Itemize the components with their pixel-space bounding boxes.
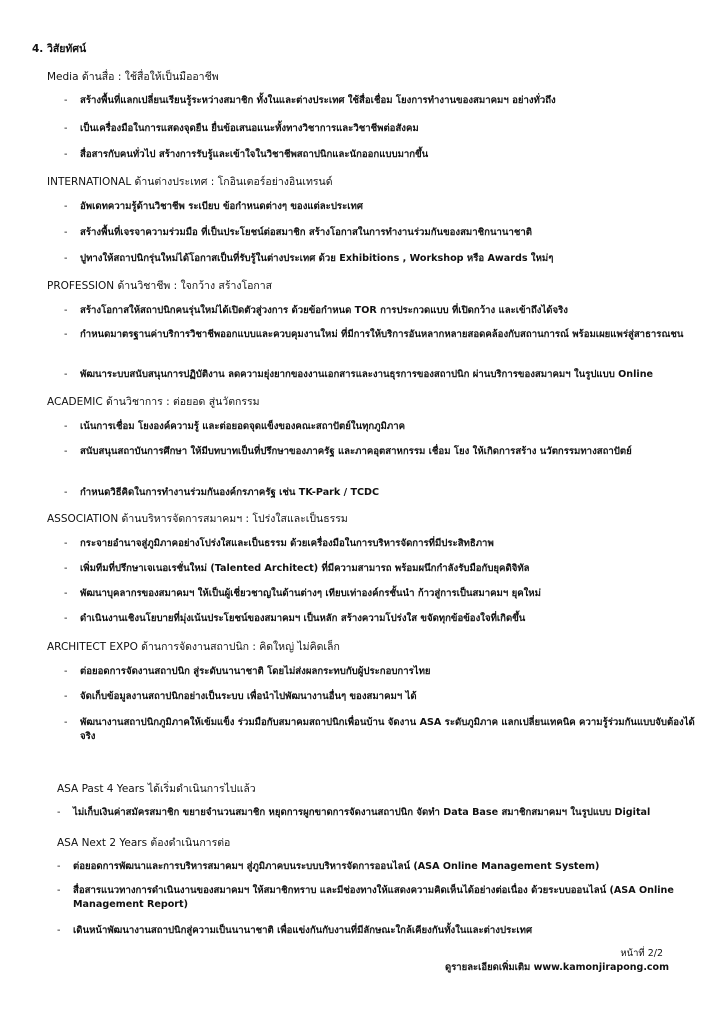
- bullet-dash: -: [64, 613, 68, 624]
- bullet-dash: -: [64, 329, 68, 340]
- list-item: - สื่อสารกับคนทั่วไป สร้างการรับรู้และเข้าใจในวิชาชีพสถาปนิกและนักออกแบบมากขึ้น: [64, 149, 429, 160]
- list-item: - เป็นเครื่องมือในการแสดงจุดยืน ยื่นข้อเสนอแนะทั้งทางวิชาการและวิชาชีพต่อสังคม: [64, 123, 419, 134]
- list-item: - ไม่เก็บเงินค่าสมัครสมาชิก ขยายจำนวนสมาชิก หยุดการผูกขาดการจัดงานสถาปนิก จัดทำ Data Base สมาชิกสมาคมฯ ในรูปแบบ Digital: [57, 807, 651, 818]
- bullet-dash: -: [64, 421, 68, 432]
- page-number: หน้าที่ 2/2: [620, 948, 663, 959]
- list-item: - กำหนดมาตรฐานค่าบริการวิชาชีพออกแบบและควบคุมงานใหม่ ที่มีการให้บริการอันหลากหลายสอดคล้องกับสถานการณ์ พร้อมเผยแพร่สู่สาธารณชน: [64, 329, 684, 340]
- bullet-dash: -: [64, 95, 68, 106]
- list-item: - สนับสนุนสถาบันการศึกษา ให้มีบทบาทเป็นที่ปรึกษาของภาครัฐ และภาคอุตสาหกรรม เชื่อม โยง ให้เกิดการสร้าง นวัตกรรมทางสถาปัตย์: [64, 446, 632, 457]
- list-item: - พัฒนาระบบสนับสนุนการปฏิบัติงาน ลดความยุ่งยากของงานเอกสารและงานธุรการของสถาปนิก ผ่านบริการของสมาคมฯ ในรูปแบบ Online: [64, 369, 654, 380]
- media-heading: Media ด้านสื่อ : ใช้สื่อให้เป็นมืออาชีพ: [47, 71, 219, 83]
- list-item: - ดำเนินงานเชิงนโยบายที่มุ่งเน้นประโยชน์ของสมาคมฯ เป็นหลัก สร้างความโปร่งใส ขจัดทุกข้อข้องใจที่เกิดขึ้น: [64, 613, 526, 624]
- bullet-dash: -: [64, 253, 68, 264]
- bullet-dash: -: [64, 305, 68, 316]
- list-item: - จัดเก็บข้อมูลงานสถาปนิกอย่างเป็นระบบ เพื่อนำไปพัฒนางานอื่นๆ ของสมาคมฯ ได้: [64, 691, 417, 702]
- list-item: - ปูทางให้สถาปนิกรุ่นใหม่ได้โอกาสเป็นที่รับรู้ในต่างประเทศ ด้วย Exhibitions , Workshop หรือ Awards ใหม่ๆ: [64, 253, 554, 264]
- list-item: - สร้างโอกาสให้สถาปนิกคนรุ่นใหม่ได้เปิดตัวสู่วงการ ด้วยข้อกำหนด TOR การประกวดแบบ ที่เปิดกว้าง และเข้าถึงได้จริง: [64, 305, 568, 316]
- bullet-dash: -: [64, 487, 68, 498]
- bullet-dash: -: [57, 925, 61, 936]
- profession-heading: PROFESSION ด้านวิชาชีพ : ใจกว้าง สร้างโอกาส: [47, 280, 273, 292]
- list-item: - กระจายอำนาจสู่ภูมิภาคอย่างโปร่งใสและเป็นธรรม ด้วยเครื่องมือในการบริหารจัดการที่มีประสิทธิภาพ: [64, 538, 494, 549]
- bullet-dash: -: [57, 885, 61, 896]
- bullet-dash: -: [64, 227, 68, 238]
- bullet-dash: -: [64, 123, 68, 134]
- list-item: - อัพเดทความรู้ด้านวิชาชีพ ระเบียบ ข้อกำหนดต่างๆ ของแต่ละประเทศ: [64, 201, 363, 212]
- bullet-dash: -: [64, 691, 68, 702]
- bullet-dash: -: [64, 149, 68, 160]
- list-item: - ต่อยอดการจัดงานสถาปนิก สู่ระดับนานาชาติ โดยไม่ส่งผลกระทบกับผู้ประกอบการไทย: [64, 666, 431, 677]
- list-item: - สร้างพื้นที่เจรจาความร่วมมือ ที่เป็นประโยชน์ต่อสมาชิก สร้างโอกาสในการทำงานร่วมกันของสมาชิกนานาชาติ: [64, 227, 532, 238]
- list-item: - กำหนดวิธีคิดในการทำงานร่วมกันองค์กรภาครัฐ เช่น TK-Park / TCDC: [64, 487, 380, 498]
- list-item: - พัฒนางานสถาปนิกภูมิภาคให้เข้มแข็ง ร่วมมือกับสมาคมสถาปนิกเพื่อนบ้าน จัดงาน ASA ระดับภูมิภาค แลกเปลี่ยนเทคนิค ความรู้ร่วมกันแบบจับต้องได้จริง: [64, 717, 695, 742]
- bullet-dash: -: [64, 201, 68, 212]
- international-heading: INTERNATIONAL ด้านต่างประเทศ : โกอินเตอร์อย่างอินเทรนด์: [47, 176, 333, 188]
- bullet-dash: -: [64, 588, 68, 599]
- asa-past-heading: ASA Past 4 Years ได้เริ่มดำเนินการไปแล้ว: [57, 783, 256, 795]
- list-item: - ต่อยอดการพัฒนาและการบริหารสมาคมฯ สู่ภูมิภาคบนระบบบริหารจัดการออนไลน์ (ASA Online Management System): [57, 861, 600, 872]
- more-info-link[interactable]: ดูรายละเอียดเพิ่มเติม www.kamonjirapong.com: [445, 962, 669, 973]
- architect-expo-heading: ARCHITECT EXPO ด้านการจัดงานสถาปนิก : คิดใหญ่ ไม่คิดเล็ก: [47, 641, 340, 653]
- association-heading: ASSOCIATION ด้านบริหารจัดการสมาคมฯ : โปร่งใสและเป็นธรรม: [47, 513, 348, 525]
- bullet-dash: -: [64, 717, 68, 728]
- bullet-dash: -: [64, 666, 68, 677]
- bullet-dash: -: [57, 807, 61, 818]
- asa-next-heading: ASA Next 2 Years ต้องดำเนินการต่อ: [57, 837, 231, 849]
- list-item: - เพิ่มทีมที่ปรึกษาเจเนอเรชั่นใหม่ (Talented Architect) ที่มีความสามารถ พร้อมผนึกกำลังรับมือกับยุคดิจิทัล: [64, 563, 530, 574]
- list-item: - เน้นการเชื่อม โยงองค์ความรู้ และต่อยอดจุดแข็งของคณะสถาปัตย์ในทุกภูมิภาค: [64, 421, 406, 432]
- vision-title: 4. วิสัยทัศน์: [32, 43, 87, 55]
- bullet-dash: -: [64, 446, 68, 457]
- list-item: - สร้างพื้นที่แลกเปลี่ยนเรียนรู้ระหว่างสมาชิก ทั้งในและต่างประเทศ ใช้สื่อเชื่อม โยงการทำงานของสมาคมฯ อย่างทั่วถึง: [64, 95, 556, 106]
- list-item: - เดินหน้าพัฒนางานสถาปนิกสู่ความเป็นนานาชาติ เพื่อแข่งกันกับงานที่มีลักษณะใกล้เคียงกันทั้งในและต่างประเทศ: [57, 925, 533, 936]
- list-item: - สื่อสารแนวทางการดำเนินงานของสมาคมฯ ให้สมาชิกทราบ และมีช่องทางให้แสดงความคิดเห็นได้อย่างต่อเนื่อง ด้วยระบบออนไลน์ (ASA Online Management Report): [57, 885, 674, 910]
- bullet-dash: -: [57, 861, 61, 872]
- bullet-dash: -: [64, 369, 68, 380]
- bullet-dash: -: [64, 563, 68, 574]
- list-item: - พัฒนาบุคลากรของสมาคมฯ ให้เป็นผู้เชี่ยวชาญในด้านต่างๆ เทียบเท่าองค์กรชั้นนำ ก้าวสู่การเป็นสมาคมฯ ยุคใหม่: [64, 588, 541, 599]
- bullet-dash: -: [64, 538, 68, 549]
- academic-heading: ACADEMIC ด้านวิชาการ : ต่อยอด สู่นวัตกรรม: [47, 396, 260, 408]
